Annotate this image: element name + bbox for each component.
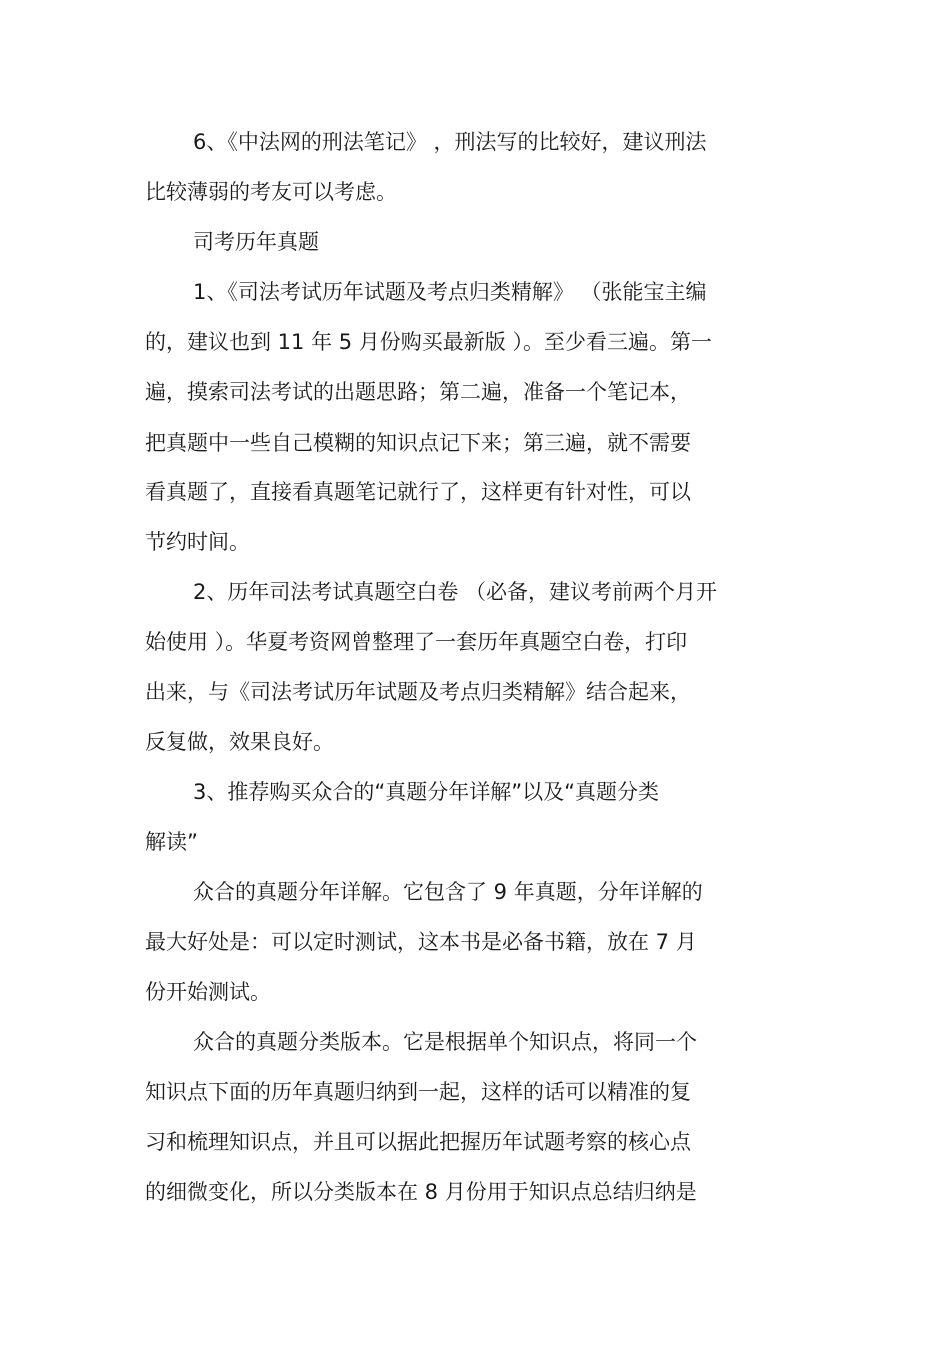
text-line: 始使用 ）。华夏考资网曾整理了一套历年真题空白卷，打印: [145, 630, 688, 654]
text-line: 节约时间。: [145, 530, 250, 554]
text-line: 把真题中一些自己模糊的知识点记下来；第三遍，就不需要: [145, 431, 691, 455]
text-line: 比较薄弱的考友可以考虑。: [145, 180, 397, 204]
text-line: 最大好处是：可以定时测试，这本书是必备书籍，放在 7 月: [145, 930, 697, 954]
text-line: 反复做，效果良好。: [145, 730, 334, 754]
section-heading: 司考历年真题: [193, 230, 319, 254]
text-line: 6、《中法网的刑法笔记》 ，刑法写的比较好，建议刑法: [193, 130, 707, 154]
text-line: 2、历年司法考试真题空白卷 （必备，建议考前两个月开: [193, 580, 718, 604]
text-line: 遍，摸索司法考试的出题思路；第二遍，准备一个笔记本，: [145, 380, 691, 404]
text-line: 的细微变化，所以分类版本在 8 月份用于知识点总结归纳是: [145, 1180, 697, 1204]
text-line: 众合的真题分年详解。它包含了 9 年真题，分年详解的: [193, 880, 703, 904]
text-line: 看真题了，直接看真题笔记就行了，这样更有针对性，可以: [145, 480, 691, 504]
text-line: 的，建议也到 11 年 5 月份购买最新版 ）。至少看三遍。第一: [145, 330, 712, 354]
text-line: 知识点下面的历年真题归纳到一起，这样的话可以精准的复: [145, 1080, 691, 1104]
text-line: 解读”: [145, 830, 198, 854]
text-line: 3、推荐购买众合的“真题分年详解”以及“真题分类: [193, 780, 659, 804]
text-line: 1、《司法考试历年试题及考点归类精解》 （张能宝主编: [193, 280, 707, 304]
text-line: 众合的真题分类版本。它是根据单个知识点，将同一个: [193, 1030, 697, 1054]
text-line: 出来，与《司法考试历年试题及考点归类精解》结合起来，: [145, 680, 691, 704]
text-line: 习和梳理知识点，并且可以据此把握历年试题考察的核心点: [145, 1130, 691, 1154]
text-line: 份开始测试。: [145, 980, 271, 1004]
